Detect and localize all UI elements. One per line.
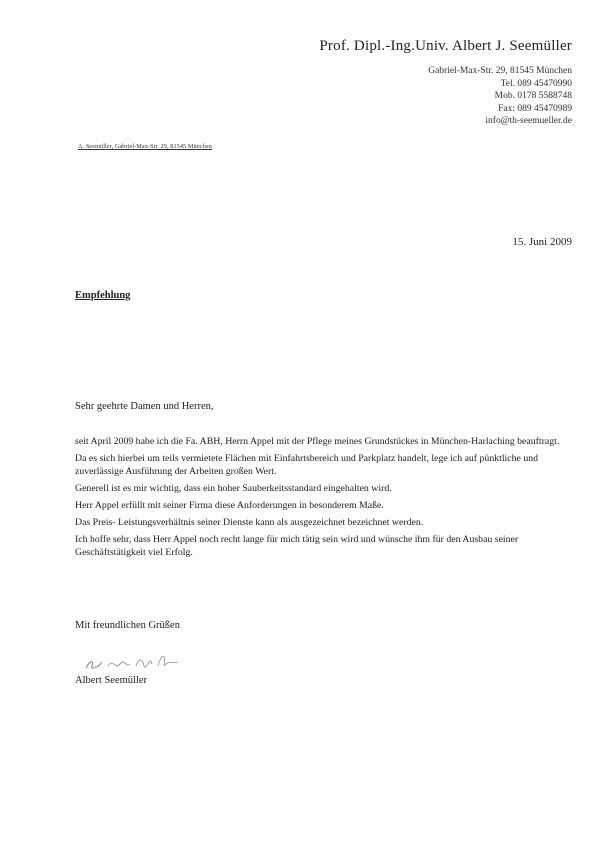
body-paragraph: Da es sich hierbei um teils vermietete Flächen mit Einfahrtsbereich und Parkplatz handelt, lege ich auf pünktliche und zuverlässige Ausführung der Arbeiten großen Wert. xyxy=(75,453,539,477)
letterhead xyxy=(319,38,572,128)
salutation: Sehr geehrte Damen und Herren, xyxy=(75,401,214,412)
handwritten-signature xyxy=(78,646,198,676)
letter-body xyxy=(75,435,575,563)
letterhead-mobile: Mob. 0178 5588748 xyxy=(494,91,572,101)
body-paragraph: Ich hoffe sehr, dass Herr Appel noch recht lange für mich tätig sein wird und wünsche ihm für den Ausbau seiner Geschäftstätigkeit viel Erfolg. xyxy=(75,534,519,558)
sender-return-address: A. Seemüller, Gabriel-Max-Str. 29, 81545 München xyxy=(78,143,212,150)
body-paragraph: seit April 2009 habe ich die Fa. ABH, Herrn Appel mit der Pflege meines Grundstückes in München-Harlaching beauftragt. xyxy=(75,436,560,447)
letterhead-address: Gabriel-Max-Str. 29, 81545 München xyxy=(428,66,572,76)
letterhead-phone: Tel. 089 45470990 xyxy=(500,78,572,89)
body-paragraph: Generell ist es mir wichtig, dass ein hoher Sauberkeitsstandard eingehalten wird. xyxy=(75,483,392,494)
letter-subject: Empfehlung xyxy=(75,290,131,301)
closing: Mit freundlichen Grüßen xyxy=(75,620,180,631)
signer-name: Albert Seemüller xyxy=(75,675,148,686)
letterhead-email: info@th-seemueller.de xyxy=(485,116,572,126)
body-paragraph: Herr Appel erfüllt mit seiner Firma diese Anforderungen in besonderem Maße. xyxy=(75,500,384,511)
letterhead-name: Prof. Dipl.-Ing.Univ. Albert J. Seemüller xyxy=(319,38,572,54)
letterhead-fax: Fax: 089 45470989 xyxy=(498,103,572,114)
body-paragraph: Das Preis- Leistungsverhältnis seiner Dienste kann als ausgezeichnet bezeichnet werden. xyxy=(75,517,424,528)
letter-date: 15. Juni 2009 xyxy=(512,236,572,248)
